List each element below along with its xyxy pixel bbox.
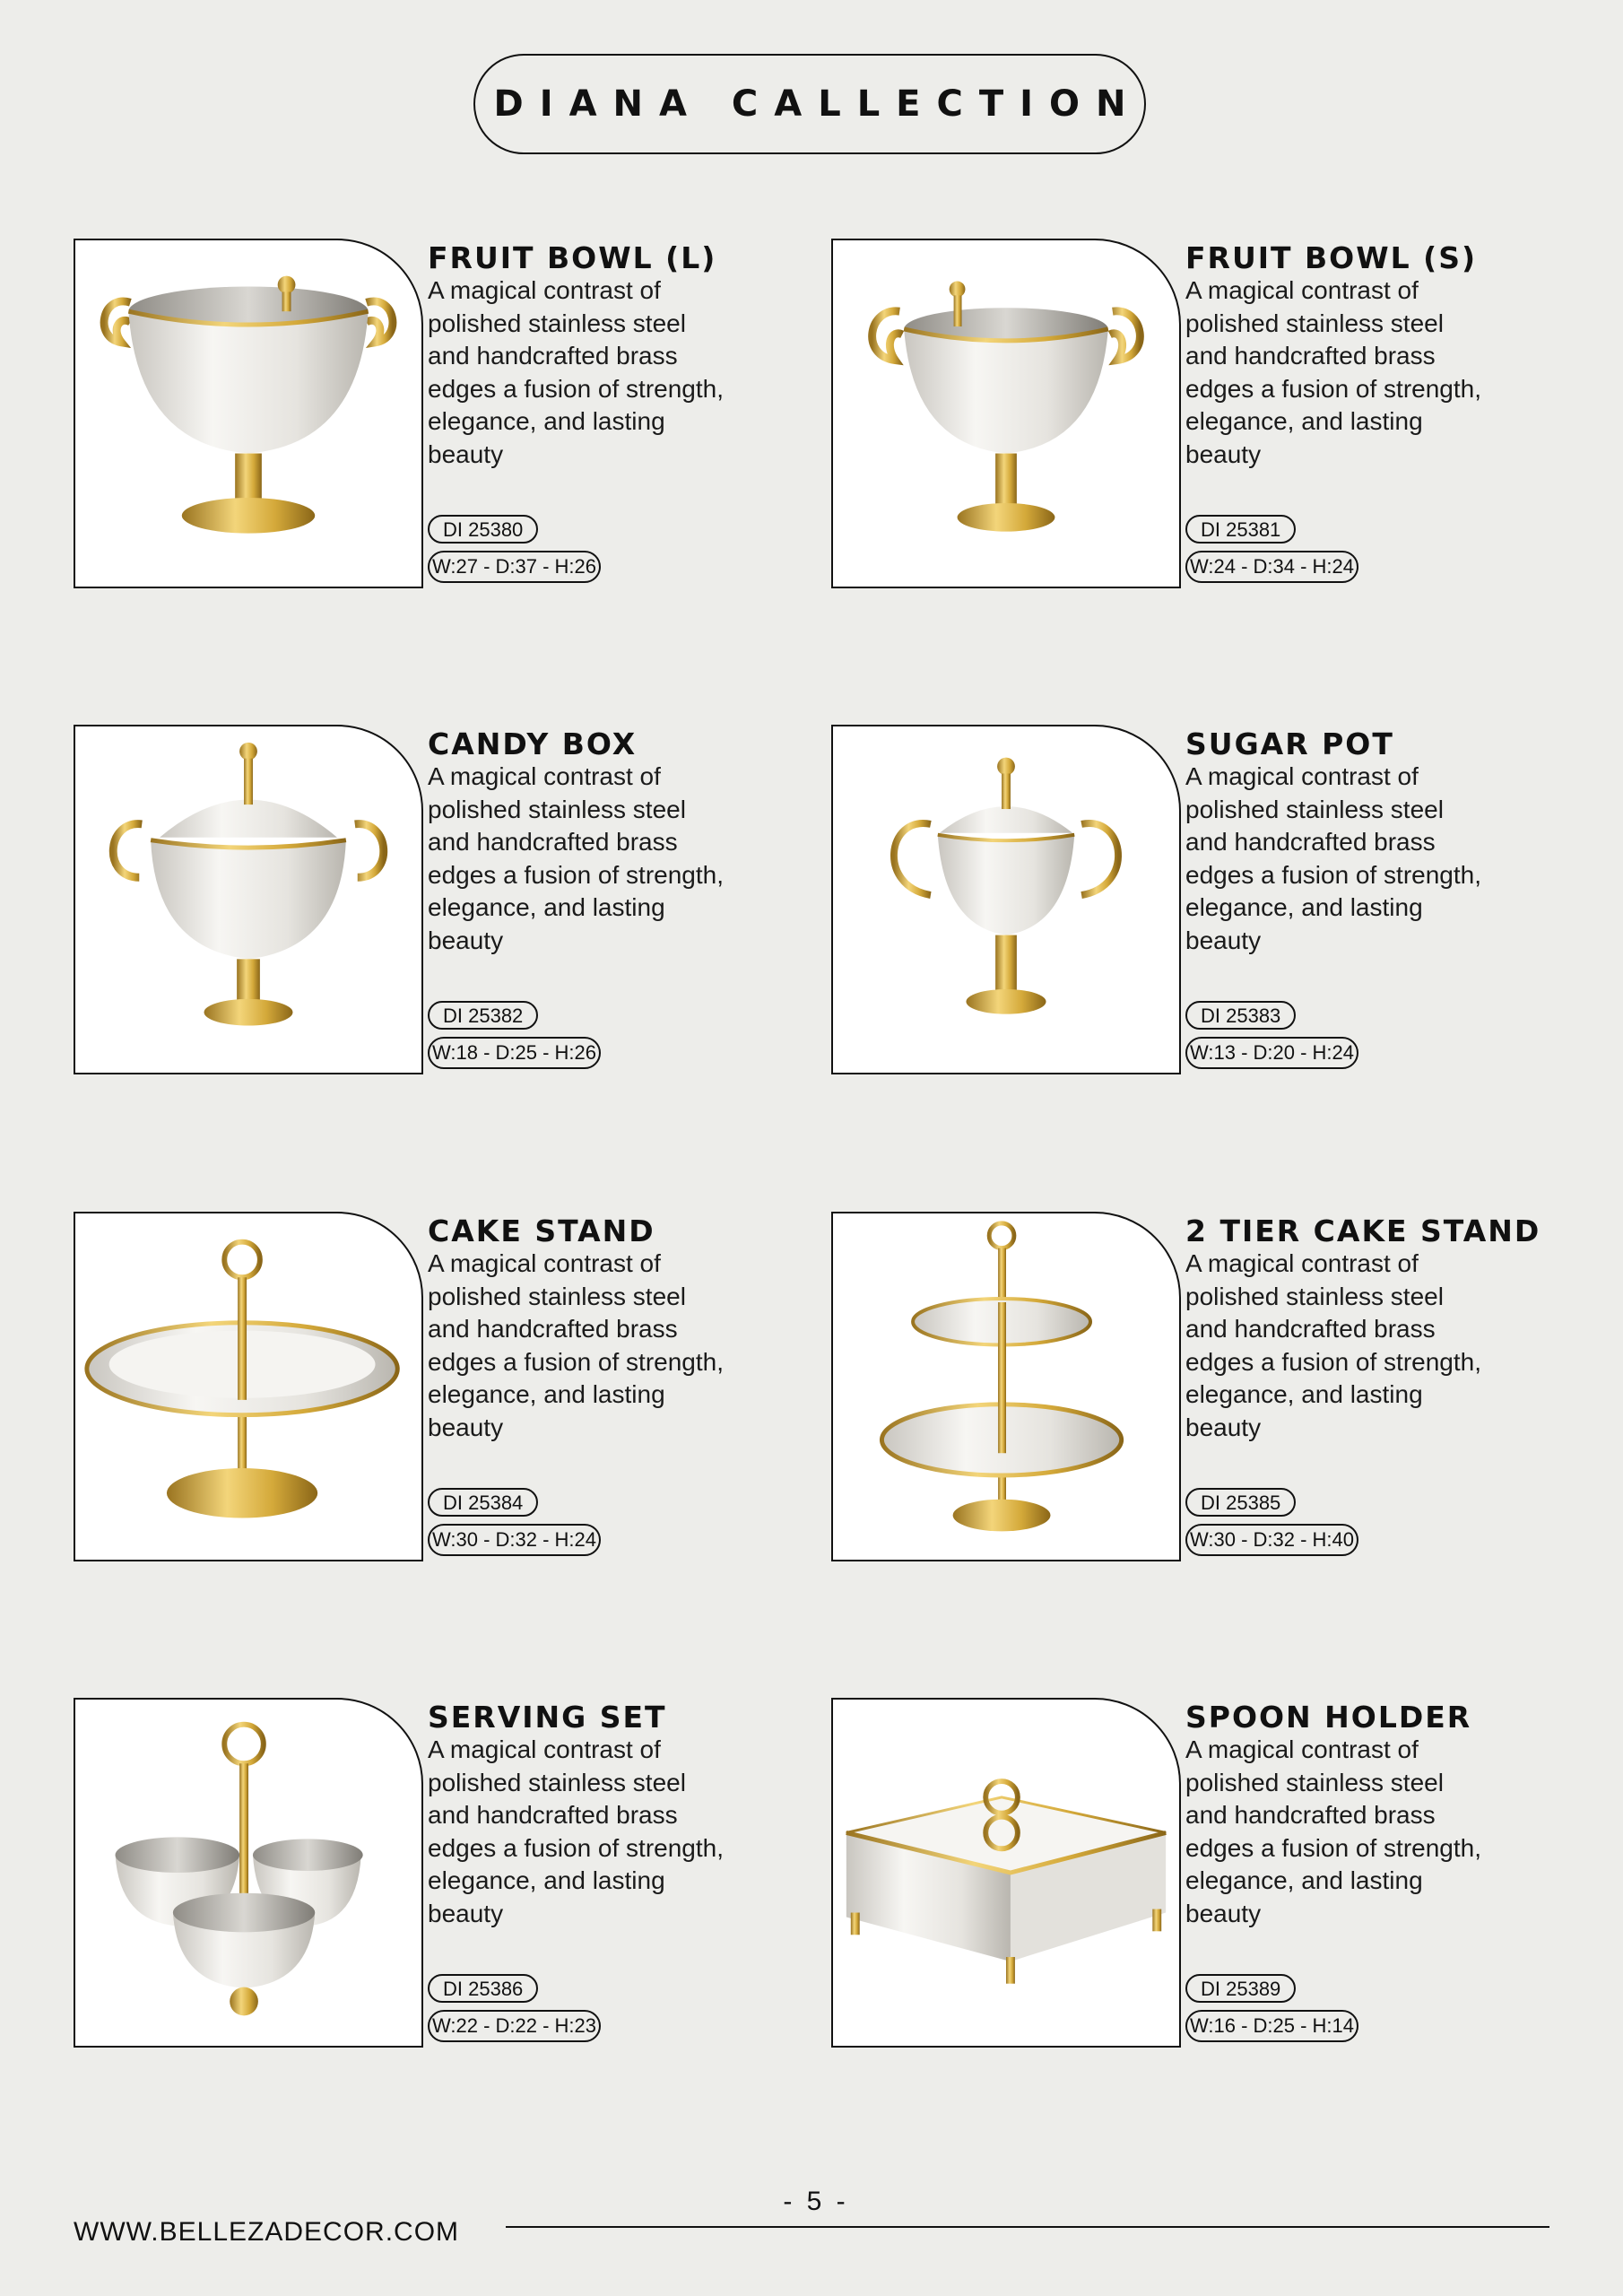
product-card (74, 1212, 791, 1561)
product-card (74, 725, 791, 1074)
product-code-badge: DI 25381 (1185, 515, 1296, 544)
product-description: A magical contrast of polished stainless steel and handcrafted brass edges a fusion of strength, elegance, and lasting beauty (1185, 1249, 1481, 1441)
product-code-badge: DI 25386 (428, 1974, 538, 2003)
spoon-holder-photo (831, 1698, 1181, 2048)
product-info (428, 725, 804, 1074)
product-dimensions-badge: W:27 - D:37 - H:26 (428, 551, 601, 583)
product-code-badge: DI 25382 (428, 1001, 538, 1030)
product-info (428, 1212, 804, 1561)
product-name: CAKE STAND (428, 1213, 655, 1248)
product-info (428, 239, 804, 588)
product-dimensions-badge: W:22 - D:22 - H:23 (428, 2010, 601, 2042)
product-description: A magical contrast of polished stainless steel and handcrafted brass edges a fusion of strength, elegance, and lasting beauty (428, 1249, 724, 1441)
product-info (428, 1698, 804, 2048)
product-description: A magical contrast of polished stainless steel and handcrafted brass edges a fusion of strength, elegance, and lasting beauty (428, 276, 724, 468)
sugar-pot-photo (831, 725, 1181, 1074)
product-code-badge: DI 25380 (428, 515, 538, 544)
product-name: CANDY BOX (428, 726, 638, 761)
product-description: A magical contrast of polished stainless steel and handcrafted brass edges a fusion of strength, elegance, and lasting beauty (1185, 276, 1481, 468)
fruit-bowl-small-photo (831, 239, 1181, 588)
product-dimensions-badge: W:30 - D:32 - H:24 (428, 1524, 601, 1556)
serving-set-photo (74, 1698, 423, 2048)
page-number: - 5 - (783, 2187, 849, 2216)
product-name: FRUIT BOWL (L) (428, 240, 717, 275)
product-code-badge: DI 25384 (428, 1488, 538, 1517)
collection-title: DIANA CALLECTION (473, 54, 1146, 154)
product-dimensions-badge: W:16 - D:25 - H:14 (1185, 2010, 1358, 2042)
product-name: SERVING SET (428, 1700, 667, 1735)
product-name: 2 TIER CAKE STAND (1185, 1213, 1541, 1248)
product-description: A magical contrast of polished stainless steel and handcrafted brass edges a fusion of strength, elegance, and lasting beauty (428, 1735, 724, 1927)
cake-stand-photo (74, 1212, 423, 1561)
product-card (831, 239, 1549, 588)
footer-divider (506, 2226, 1549, 2228)
product-dimensions-badge: W:13 - D:20 - H:24 (1185, 1037, 1358, 1069)
product-card (831, 1212, 1549, 1561)
product-name: SUGAR POT (1185, 726, 1394, 761)
product-code-badge: DI 25389 (1185, 1974, 1296, 2003)
product-code-badge: DI 25383 (1185, 1001, 1296, 1030)
product-dimensions-badge: W:30 - D:32 - H:40 (1185, 1524, 1358, 1556)
product-dimensions-badge: W:18 - D:25 - H:26 (428, 1037, 601, 1069)
product-card (831, 1698, 1549, 2048)
product-name: SPOON HOLDER (1185, 1700, 1472, 1735)
product-description: A magical contrast of polished stainless steel and handcrafted brass edges a fusion of strength, elegance, and lasting beauty (1185, 762, 1481, 954)
product-card (74, 239, 791, 588)
product-dimensions-badge: W:24 - D:34 - H:24 (1185, 551, 1358, 583)
product-description: A magical contrast of polished stainless steel and handcrafted brass edges a fusion of strength, elegance, and lasting beauty (1185, 1735, 1481, 1927)
product-description: A magical contrast of polished stainless steel and handcrafted brass edges a fusion of strength, elegance, and lasting beauty (428, 762, 724, 954)
product-card (74, 1698, 791, 2048)
product-info (1185, 239, 1562, 588)
product-info (1185, 725, 1562, 1074)
fruit-bowl-large-photo (74, 239, 423, 588)
two-tier-cake-stand-photo (831, 1212, 1181, 1561)
website-link[interactable]: WWW.BELLEZADECOR.COM (74, 2217, 460, 2247)
product-name: FRUIT BOWL (S) (1185, 240, 1478, 275)
product-info (1185, 1212, 1562, 1561)
candy-box-photo (74, 725, 423, 1074)
product-info (1185, 1698, 1562, 2048)
product-code-badge: DI 25385 (1185, 1488, 1296, 1517)
product-card (831, 725, 1549, 1074)
